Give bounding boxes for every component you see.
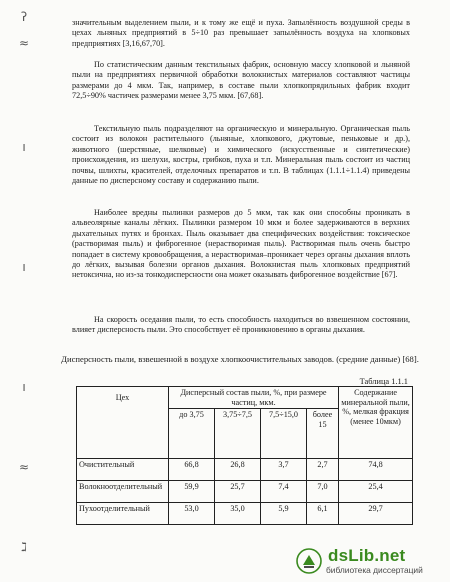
cell-value: 66,8 [169, 459, 215, 481]
table-caption: Дисперсность пыли, взвешенной в воздухе хлопкоочистительных заводов. (средние данные) [68]. [61, 354, 419, 364]
cell-mineral: 74,8 [339, 459, 413, 481]
paragraph-harmful-dust: Наиболее вредны пылинки размеров до 5 мкм, так как они способны проникать в альвеолярные каналы лёгких. Пылинки размером 10 мкм и более задерживаются в верхних дыхательных путях и бронхах. Пыль оказывает два специфических воздействия: токсическое (растворимая пыль) и фиброгенное (нерастворимая пыль). Растворимая пыль очень быстро попадает в систему кровообращения, а нерастворимая–проникает через органы дыхания вплоть до лёгких, вызывая болезни органов дыхания. Волокнистая пыль хлопковых предприятий нетоксична, но из-за тонкодисперсности она может оказывать фиброгенное воздействие [67]. [72, 208, 410, 280]
table-row [77, 503, 413, 525]
table-row [77, 459, 413, 481]
scan-mark-icon: ı [22, 140, 26, 154]
scan-mark-icon: ≈ [18, 460, 30, 474]
cell-mineral: 29,7 [339, 503, 413, 525]
cell-value: 6,1 [307, 503, 339, 525]
paragraph-dust-types: Текстильную пыль подразделяют на органическую и минеральную. Органическая пыль состоит из волокон растительного (льняные, хлопкового, джутовые, пеньковые и др.), животного (шерстяные, шелковые) и химического (искусственные и синтетические) происхождения, из шелухи, костры, грибков, пуха и т.п. Минеральная пыль состоит из частиц почвы, шлихты, красителей, отделочных препаратов и т.п. В таблицах (1.1.1÷1.1.4) приведены данные по дисперсному составу и содержанию пыли. [72, 124, 410, 186]
dslib-watermark [294, 546, 444, 576]
scan-mark-icon: ℷ [21, 540, 27, 554]
cell-shop: Очистительный [77, 459, 169, 481]
scan-mark-icon: ı [22, 380, 26, 394]
cell-value: 7,4 [261, 481, 307, 503]
cell-shop: Волокноотделительный [77, 481, 169, 503]
header-dispersion: Дисперсный состав пыли, %, при размере частиц, мкм. [169, 387, 339, 409]
cell-value: 25,7 [215, 481, 261, 503]
cell-value: 2,7 [307, 459, 339, 481]
cell-value: 35,0 [215, 503, 261, 525]
cell-value: 5,9 [261, 503, 307, 525]
scan-mark-icon: ʔ [20, 10, 28, 24]
cell-value: 59,9 [169, 481, 215, 503]
header-size: до 3,75 [169, 409, 215, 459]
header-size: 7,5÷15,0 [261, 409, 307, 459]
header-mineral: Содержание минеральной пыли, %, мелкая фракция (менее 10мкм) [339, 387, 413, 459]
paragraph-statistics: По статистическим данным текстильных фабрик, основную массу хлопковой и льняной пыли на предприятиях первичной обработки волокнистых материалов составляют частицы размерами до 4 мкм. Так, например, в составе пыли хлопкопрядильных фабрик входит 72,5÷90% частичек размерами менее 3,75 мкм. [67,68]. [72, 60, 410, 101]
cell-value: 53,0 [169, 503, 215, 525]
watermark-title: dsLib.net [328, 546, 406, 565]
cell-value: 26,8 [215, 459, 261, 481]
cell-shop: Пухоотделительный [77, 503, 169, 525]
table-number: Таблица 1.1.1 [359, 377, 408, 386]
dslib-logo-icon [296, 548, 322, 574]
watermark-subtitle: библиотека диссертаций [326, 565, 423, 575]
cell-value: 7,0 [307, 481, 339, 503]
scan-mark-icon: ≈ [18, 36, 30, 50]
header-size: 3,75÷7,5 [215, 409, 261, 459]
dispersion-table [76, 386, 413, 525]
scan-mark-icon: ı [22, 260, 26, 274]
cell-mineral: 25,4 [339, 481, 413, 503]
cell-value: 3,7 [261, 459, 307, 481]
table-row [77, 481, 413, 503]
header-size: более 15 [307, 409, 339, 459]
header-shop: Цех [77, 387, 169, 459]
paragraph-settling: На скорость оседания пыли, то есть способность находиться во взвешенном состоянии, влияет дисперсность пыли. Это способствует её проникновению в органы дыхания. [72, 315, 410, 335]
paragraph-intro: значительным выделением пыли, и к тому же ещё и пуха. Запылённость воздушной среды в цехах льняных предприятий в 5÷10 раз превышает запылённость воздуха на хлопковых предприятиях [3,16,67,70]. [72, 18, 410, 48]
